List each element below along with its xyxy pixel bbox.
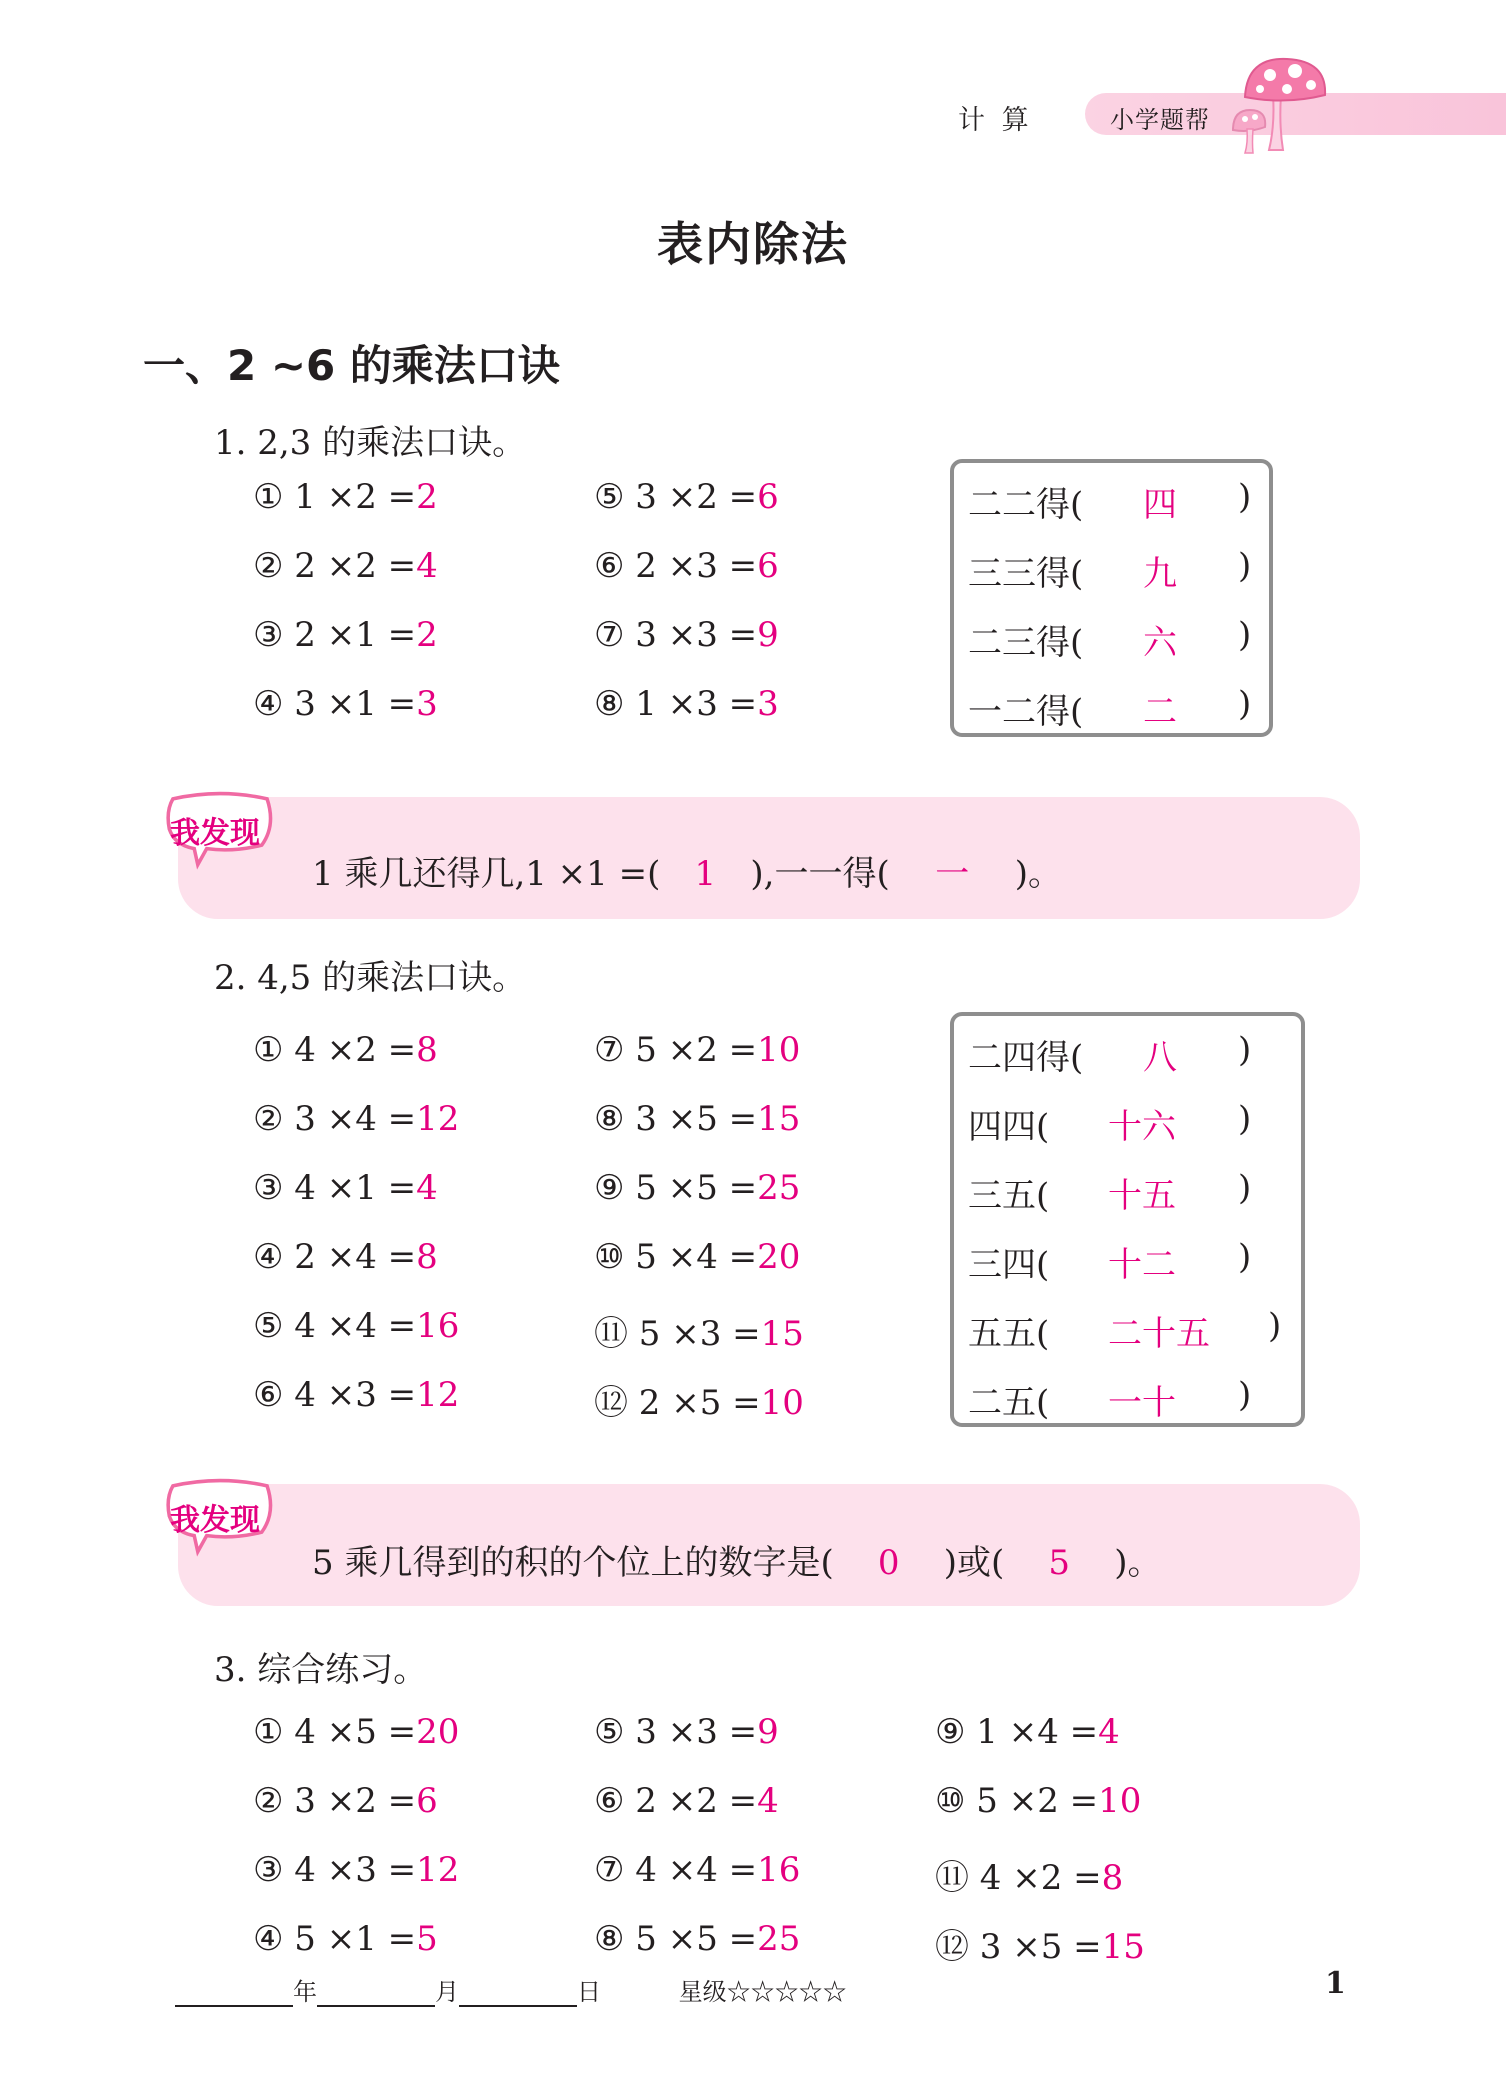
page-title: 表内除法: [657, 217, 849, 271]
equation: ⑫ 2 ×5 =10: [594, 1383, 804, 1423]
rhyme-line: 一二得( 二 ): [968, 684, 1252, 732]
equation: ⑩ 5 ×4 =20: [594, 1237, 801, 1277]
rhyme-line: 二五( 一十 ): [968, 1375, 1252, 1423]
rhyme-line: 二三得( 六 ): [968, 615, 1252, 663]
equation: ⑤ 3 ×3 =9: [594, 1712, 779, 1752]
equation: ⑪ 4 ×2 =8: [935, 1858, 1124, 1898]
equation: ④ 2 ×4 =8: [253, 1237, 438, 1277]
equation: ③ 4 ×1 =4: [253, 1168, 438, 1208]
footer-date: 年 月 日 星级☆☆☆☆☆: [175, 1972, 847, 2007]
star-rating: 星级☆☆☆☆☆: [678, 1978, 847, 2006]
day-blank[interactable]: [459, 1979, 577, 2007]
discovery-text: 5 乘几得到的积的个位上的数字是( 0 )或( 5 )。: [312, 1543, 1162, 1583]
equation: ③ 2 ×1 =2: [253, 615, 438, 655]
equation: ⑦ 4 ×4 =16: [594, 1850, 801, 1890]
equation: ⑧ 3 ×5 =15: [594, 1099, 801, 1139]
equation: ⑦ 5 ×2 =10: [594, 1030, 801, 1070]
equation: ⑫ 3 ×5 =15: [935, 1927, 1145, 1967]
equation: ⑨ 1 ×4 =4: [935, 1712, 1120, 1752]
equation: ⑩ 5 ×2 =10: [935, 1781, 1142, 1821]
equation: ⑨ 5 ×5 =25: [594, 1168, 801, 1208]
mushroom-icon: [1225, 55, 1335, 155]
month-blank[interactable]: [317, 1979, 435, 2007]
part3-heading: 3. 综合练习。: [214, 1650, 428, 1690]
page-number: 1: [1325, 1966, 1346, 2001]
equation: ⑥ 2 ×2 =4: [594, 1781, 779, 1821]
discovery-badge-label: 我发现: [170, 816, 260, 851]
equation: ⑪ 5 ×3 =15: [594, 1314, 804, 1354]
header-subject: 计 算: [958, 105, 1033, 136]
equation: ⑤ 4 ×4 =16: [253, 1306, 460, 1346]
equation: ⑦ 3 ×3 =9: [594, 615, 779, 655]
equation: ① 4 ×2 =8: [253, 1030, 438, 1070]
section-title: 一、2 ~6 的乘法口诀: [143, 341, 560, 390]
equation: ② 3 ×4 =12: [253, 1099, 460, 1139]
part2-heading: 2. 4,5 的乘法口诀。: [214, 958, 527, 998]
equation: ⑤ 3 ×2 =6: [594, 477, 779, 517]
rhyme-line: 三三得( 九 ): [968, 546, 1252, 594]
header-brand: 小学题帮: [1110, 106, 1210, 134]
rhyme-line: 三四( 十二 ): [968, 1237, 1252, 1285]
rhyme-line: 五五( 二十五 ): [968, 1306, 1282, 1354]
rhyme-box: [950, 1012, 1305, 1427]
rhyme-line: 二二得( 四 ): [968, 477, 1252, 525]
equation: ⑥ 4 ×3 =12: [253, 1375, 460, 1415]
discovery-badge-label: 我发现: [170, 1503, 260, 1538]
equation: ① 4 ×5 =20: [253, 1712, 460, 1752]
equation: ⑧ 1 ×3 =3: [594, 684, 779, 724]
year-blank[interactable]: [175, 1979, 293, 2007]
rhyme-line: 三五( 十五 ): [968, 1168, 1252, 1216]
discovery-text: 1 乘几还得几,1 ×1 =( 1 ),一一得( 一 )。: [312, 854, 1062, 894]
equation: ③ 4 ×3 =12: [253, 1850, 460, 1890]
equation: ④ 3 ×1 =3: [253, 684, 438, 724]
equation: ④ 5 ×1 =5: [253, 1919, 438, 1959]
rhyme-line: 二四得( 八 ): [968, 1030, 1252, 1078]
rhyme-line: 四四( 十六 ): [968, 1099, 1252, 1147]
part1-heading: 1. 2,3 的乘法口诀。: [214, 423, 527, 463]
rhyme-box: [950, 459, 1273, 737]
equation: ① 1 ×2 =2: [253, 477, 438, 517]
equation: ⑧ 5 ×5 =25: [594, 1919, 801, 1959]
equation: ⑥ 2 ×3 =6: [594, 546, 779, 586]
equation: ② 3 ×2 =6: [253, 1781, 438, 1821]
equation: ② 2 ×2 =4: [253, 546, 438, 586]
